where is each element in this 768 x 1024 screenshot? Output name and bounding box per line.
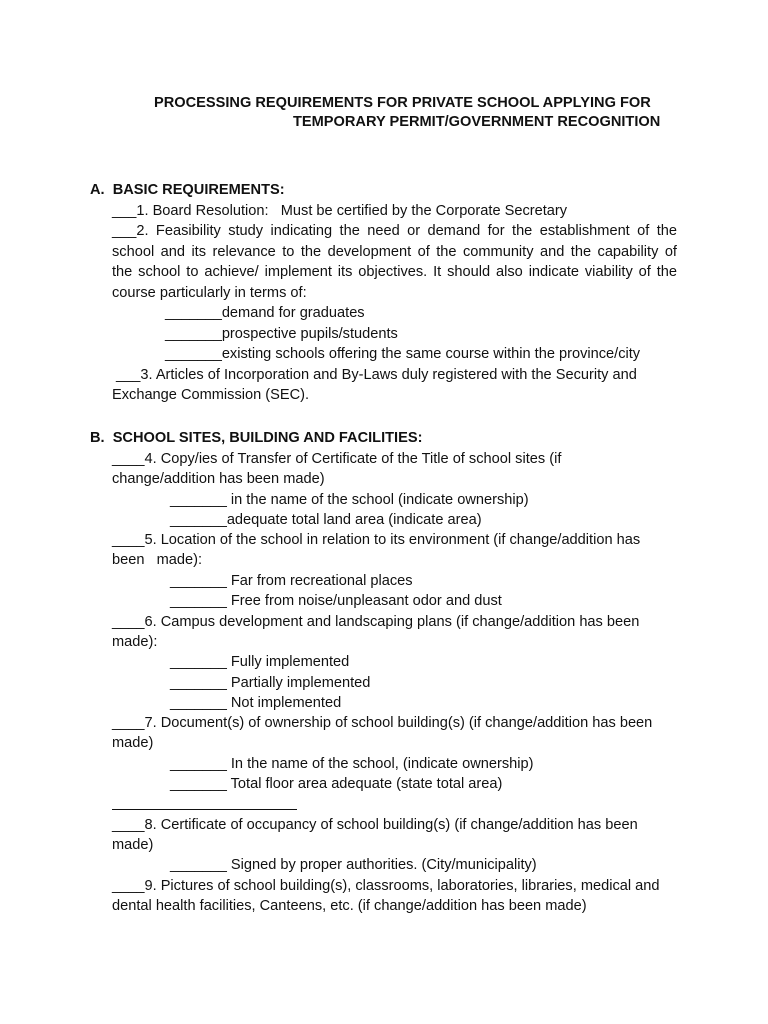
- item-6-sub-fully: _______ Fully implemented: [170, 654, 350, 670]
- item-2-line1: ___2. Feasibility study indicating the need or demand for the establishment of the: [112, 223, 677, 239]
- item-7-line2: made): [112, 735, 154, 751]
- item-2-line4: course particularly in terms of:: [112, 285, 307, 301]
- item-4-sub-area: _______adequate total land area (indicate area): [170, 512, 482, 528]
- item-7-sub-name: _______ In the name of the school, (indicate ownership): [170, 756, 534, 772]
- item-4-sub-name: _______ in the name of the school (indicate ownership): [170, 492, 529, 508]
- item-3-line1: ___3. Articles of Incorporation and By-Laws duly registered with the Security and: [112, 367, 637, 383]
- item-8-sub-signed: _______ Signed by proper authorities. (City/municipality): [170, 857, 537, 873]
- item-5-sub-noise: _______ Free from noise/unpleasant odor and dust: [170, 593, 502, 609]
- blank-signature-line: [112, 809, 297, 810]
- item-9-line2: dental health facilities, Canteens, etc. (if change/addition has been made): [112, 898, 587, 914]
- item-4-line1: ____4. Copy/ies of Transfer of Certificate of the Title of school sites (if: [112, 451, 562, 467]
- item-5-line1: ____5. Location of the school in relation to its environment (if change/addition has: [112, 532, 641, 548]
- item-8-line2: made): [112, 837, 154, 853]
- item-6-line2: made):: [112, 634, 158, 650]
- item-5-sub-recreational: _______ Far from recreational places: [170, 573, 413, 589]
- item-6-sub-not: _______ Not implemented: [170, 695, 342, 711]
- document-title-line1: PROCESSING REQUIREMENTS FOR PRIVATE SCHOOL APPLYING FOR: [154, 95, 651, 111]
- item-2-line3: the school to achieve/ implement its objectives. It should also indicate viability of the: [112, 264, 677, 280]
- item-2-sub-existing: _______existing schools offering the same course within the province/city: [165, 346, 641, 362]
- item-2-sub-demand: _______demand for graduates: [165, 305, 365, 321]
- item-2-line2: school and its relevance to the development of the community and the capability of: [112, 244, 677, 260]
- item-9-line1: ____9. Pictures of school building(s), classrooms, laboratories, libraries, medical and: [112, 878, 660, 894]
- item-7-sub-floor: _______ Total floor area adequate (state total area): [170, 776, 503, 792]
- item-6-sub-partially: _______ Partially implemented: [170, 675, 371, 691]
- item-5-line2: been made):: [112, 552, 203, 568]
- item-4-line2: change/addition has been made): [112, 471, 325, 487]
- item-7-line1: ____7. Document(s) of ownership of school building(s) (if change/addition has been: [112, 715, 653, 731]
- document-title-line2: TEMPORARY PERMIT/GOVERNMENT RECOGNITION: [293, 114, 661, 130]
- item-3-line2: Exchange Commission (SEC).: [112, 387, 310, 403]
- item-8-line1: ____8. Certificate of occupancy of school building(s) (if change/addition has been: [112, 817, 638, 833]
- item-2-sub-prospective: _______prospective pupils/students: [165, 326, 398, 342]
- item-1: ___1. Board Resolution: Must be certified by the Corporate Secretary: [112, 203, 568, 219]
- section-a-heading: A. BASIC REQUIREMENTS:: [90, 182, 285, 198]
- item-6-line1: ____6. Campus development and landscaping plans (if change/addition has been: [112, 614, 640, 630]
- section-b-heading: B. SCHOOL SITES, BUILDING AND FACILITIES:: [90, 430, 423, 446]
